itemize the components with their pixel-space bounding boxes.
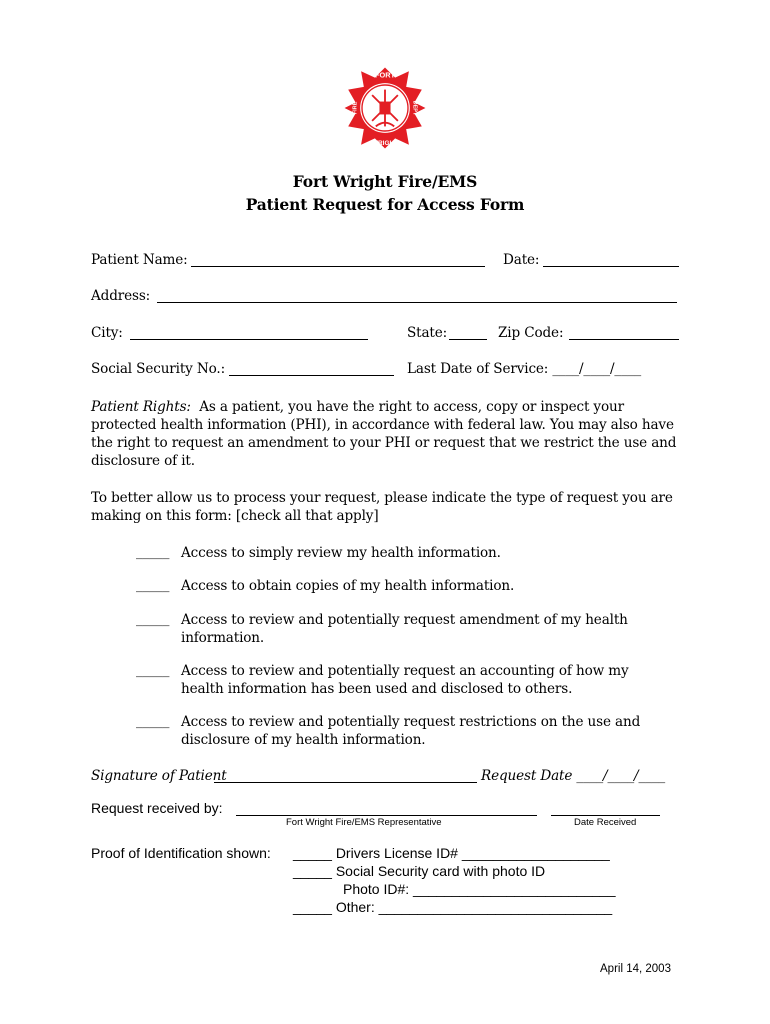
fire-dept-logo <box>339 62 431 154</box>
patient-rights-label: Patient Rights: <box>91 399 191 415</box>
patient-name-field[interactable] <box>191 266 485 267</box>
option-text: Access to review and potentially request restrictions on the use and disclosure of my health information. <box>181 714 641 748</box>
proof-option-other[interactable]: _____ Other: ______________________________ <box>293 899 613 915</box>
form-title-line2: Patient Request for Access Form <box>245 195 525 214</box>
city-field[interactable] <box>130 339 368 340</box>
option-blank[interactable]: _____ <box>136 544 170 560</box>
signature-label: Signature of Patient <box>91 768 227 784</box>
logo-bottom-text: WRIGHT <box>371 139 399 147</box>
zip-field[interactable] <box>569 339 679 340</box>
option-text: Access to obtain copies of my health information. <box>181 578 515 594</box>
request-date-field[interactable]: Request Date ____/____/____ <box>481 768 666 784</box>
footer-date: April 14, 2003 <box>600 963 671 975</box>
received-by-field[interactable] <box>236 815 537 816</box>
patient-rights-text: As a patient, you have the right to access, copy or inspect your protected health information (PHI), in accordance with federal law. You may also have the right to request an amendment to your PHI or request that we restrict the use and disclosure of it. <box>91 399 677 469</box>
logo-left-text: FIRE <box>352 101 359 115</box>
proof-photo-id-field[interactable]: Photo ID#: __________________________ <box>343 881 616 897</box>
signature-field[interactable] <box>214 782 477 783</box>
city-label: City: <box>91 325 123 341</box>
ssn-label: Social Security No.: <box>91 361 226 377</box>
state-field[interactable] <box>449 339 487 340</box>
option-blank[interactable]: _____ <box>136 611 170 627</box>
option-text: Access to review and potentially request an accounting of how my health information has been used and disclosed to others. <box>181 663 629 697</box>
proof-of-id-label: Proof of Identification shown: <box>91 845 271 861</box>
proof-option-ss-card[interactable]: _____ Social Security card with photo ID <box>293 863 546 879</box>
patient-rights-paragraph <box>91 398 681 470</box>
option-text: Access to simply review my health information. <box>181 545 501 561</box>
state-label: State: <box>407 325 448 341</box>
last-service-date-field[interactable]: Last Date of Service: ____/____/____ <box>407 361 642 377</box>
proof-option-drivers-license[interactable]: _____ Drivers License ID# ___________________ <box>293 845 610 861</box>
logo-right-text: DEPT <box>411 100 418 116</box>
date-field[interactable] <box>543 266 679 267</box>
option-blank[interactable]: _____ <box>136 713 170 729</box>
date-received-caption: Date Received <box>574 817 637 828</box>
address-label: Address: <box>91 288 151 304</box>
date-label: Date: <box>503 252 540 268</box>
address-field[interactable] <box>157 302 677 303</box>
form-title-line1: Fort Wright Fire/EMS <box>292 172 478 191</box>
instructions-paragraph: To better allow us to process your request, please indicate the type of request you are making on this form: [check all that apply] <box>91 490 673 524</box>
date-received-field[interactable] <box>551 815 660 816</box>
received-by-label: Request received by: <box>91 800 223 816</box>
representative-caption: Fort Wright Fire/EMS Representative <box>286 817 442 828</box>
logo-top-text: FORT <box>374 70 396 80</box>
patient-name-label: Patient Name: <box>91 252 188 268</box>
option-text: Access to review and potentially request amendment of my health information. <box>181 612 628 646</box>
option-blank[interactable]: _____ <box>136 662 170 678</box>
option-blank[interactable]: _____ <box>136 577 170 593</box>
ssn-field[interactable] <box>229 375 394 376</box>
zip-label: Zip Code: <box>498 325 564 341</box>
